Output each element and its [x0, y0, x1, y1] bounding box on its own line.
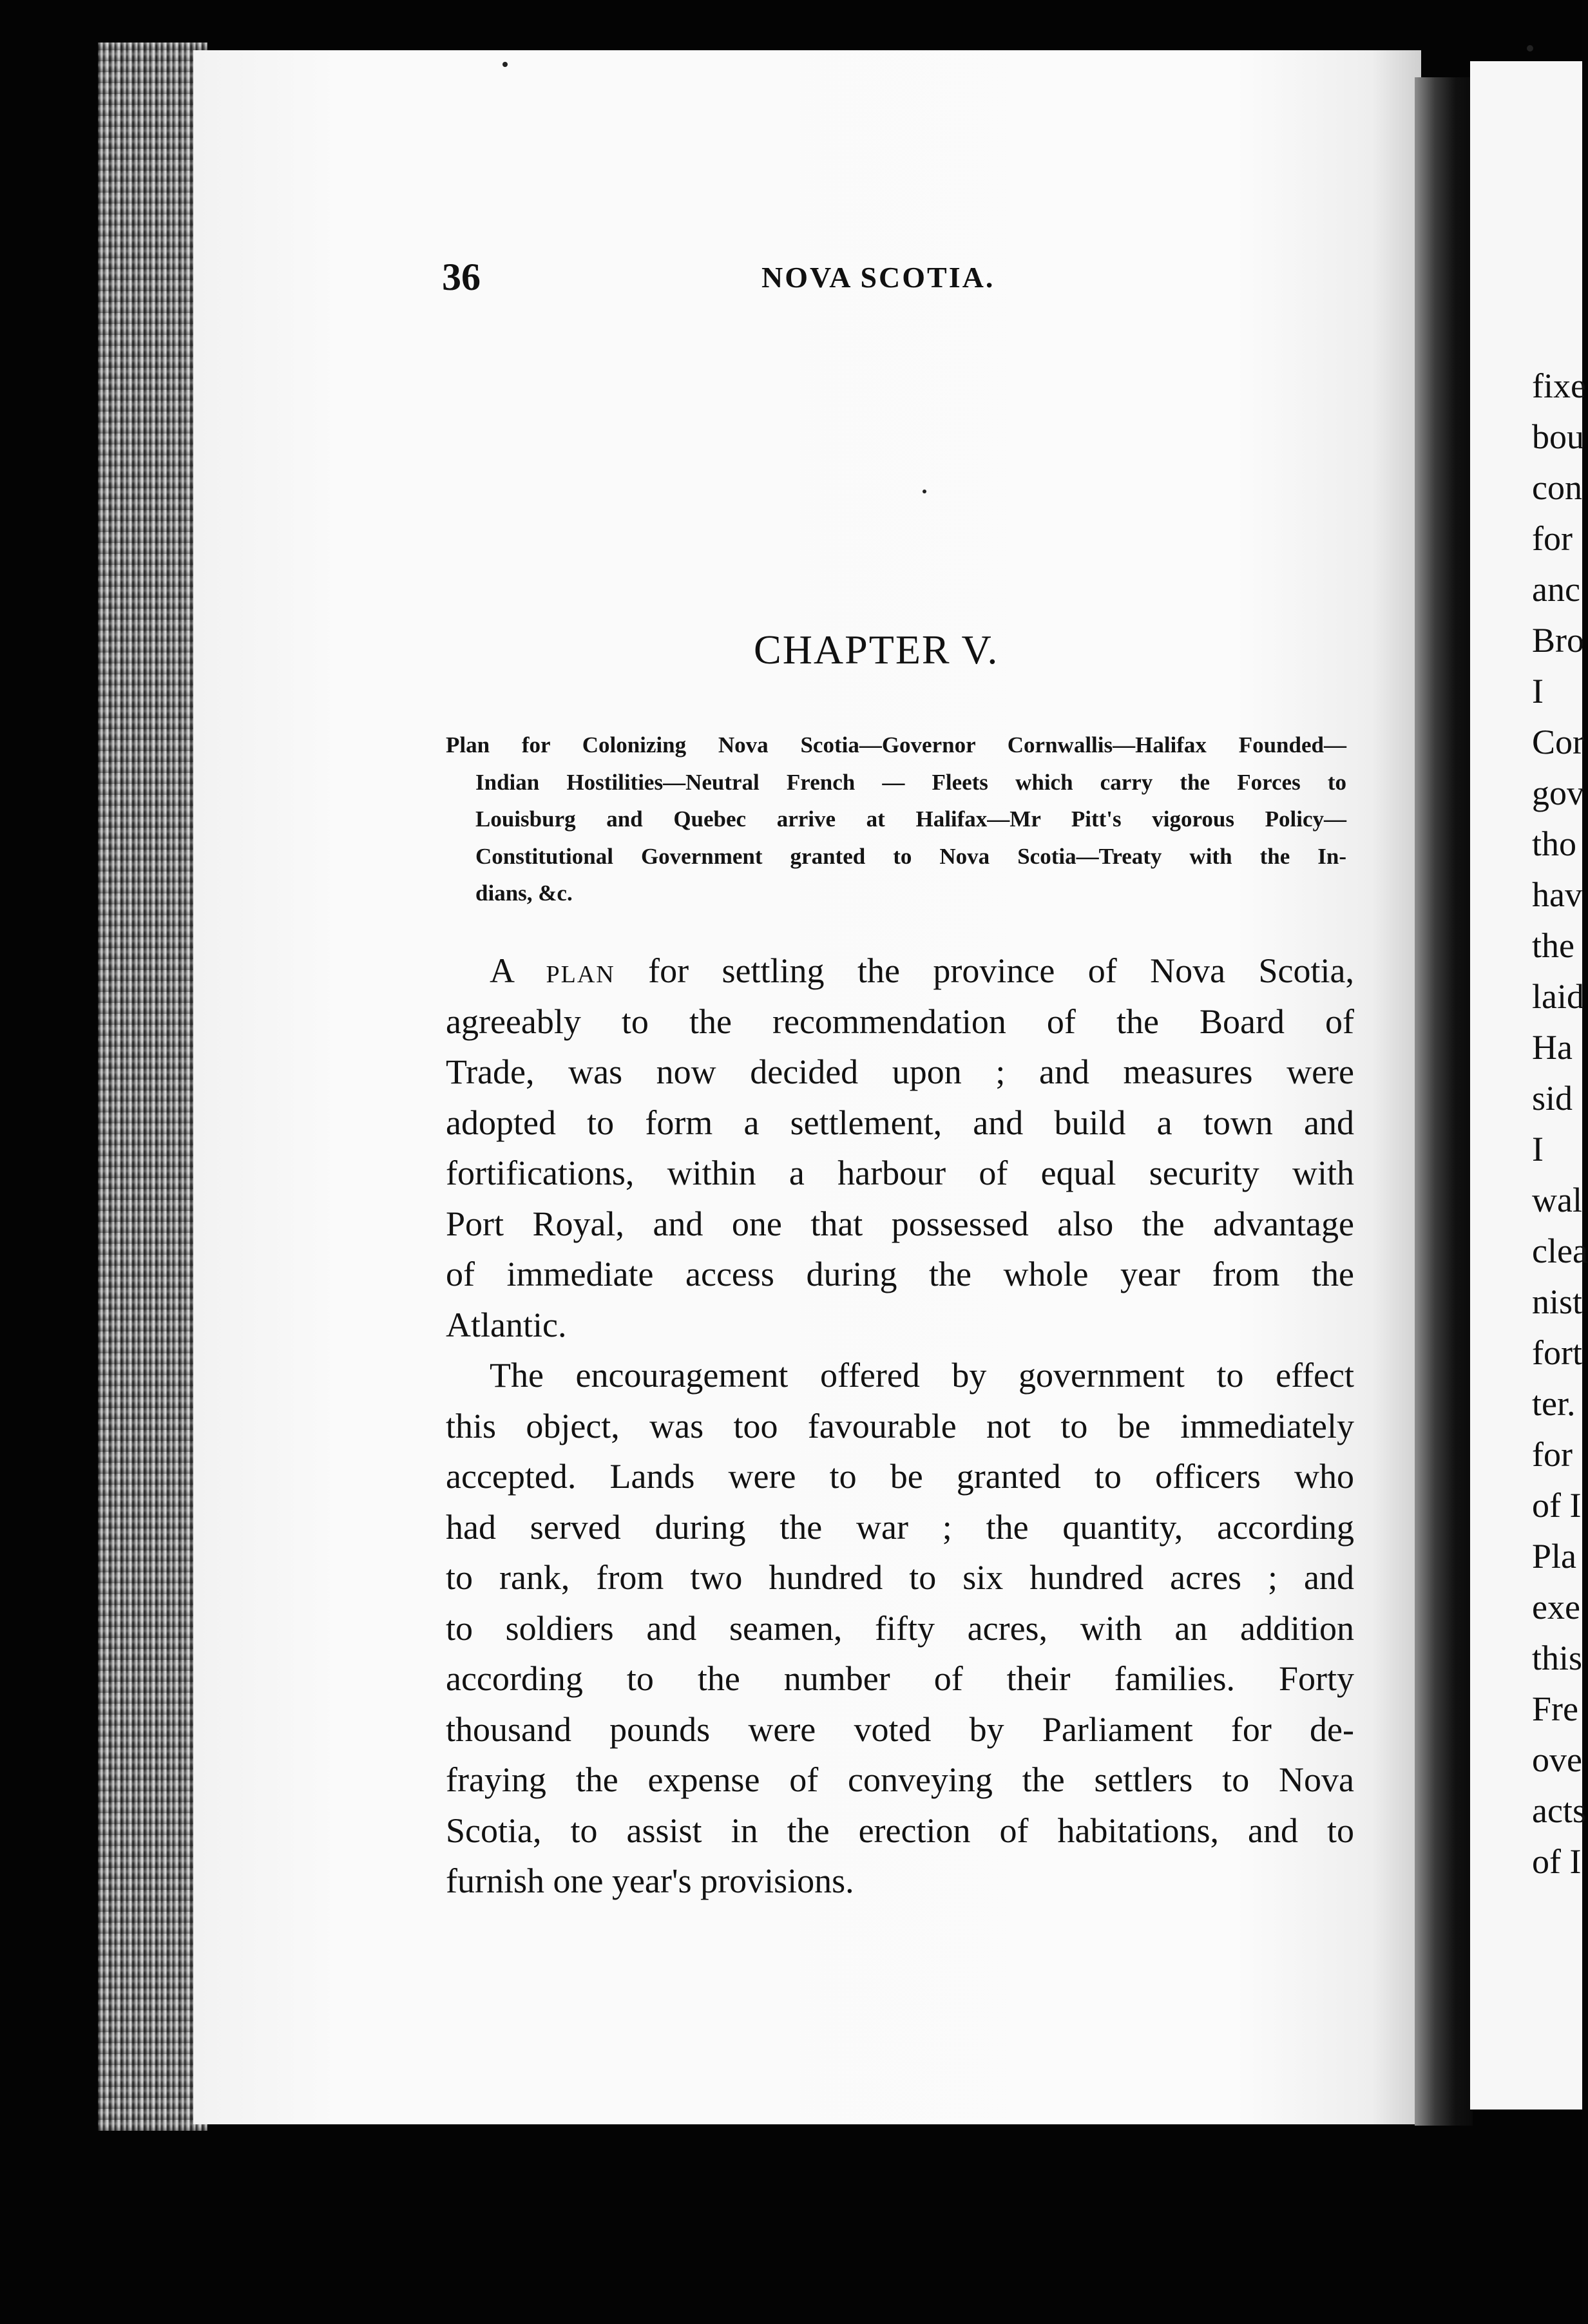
- facing-page-fragment: Fre: [1532, 1690, 1578, 1728]
- facing-page-fragment: gov: [1532, 774, 1584, 812]
- facing-page-fragment: fixe: [1532, 367, 1586, 405]
- facing-page-fragment: for: [1532, 1435, 1573, 1474]
- lead-letter: A: [490, 951, 513, 990]
- page-number: 36: [442, 256, 481, 298]
- facing-page-fragment: sid: [1532, 1079, 1573, 1118]
- paragraph-2-line: to rank, from two hundred to six hundred acres ; and: [446, 1558, 1354, 1597]
- paragraph-2-line: this object, was too favourable not to be immediately: [446, 1406, 1354, 1445]
- scan-speck: [1527, 45, 1533, 52]
- facing-page-fragment: I: [1532, 1130, 1544, 1168]
- chapter-title: CHAPTER V.: [754, 627, 999, 672]
- facing-page-fragment: acts: [1532, 1791, 1586, 1830]
- facing-page-fragment: bou: [1532, 417, 1584, 456]
- facing-page-fragment: Bro: [1532, 621, 1584, 660]
- synopsis-line: Constitutional Government granted to Nova Scotia—Treaty with the In-: [475, 843, 1346, 869]
- running-title: NOVA SCOTIA.: [761, 261, 995, 294]
- facing-page-fragment: I: [1532, 672, 1544, 710]
- facing-page-fragment: ter.: [1532, 1384, 1576, 1423]
- paragraph-1-line: [446, 946, 1354, 996]
- lead-smallcaps: plan: [546, 951, 615, 990]
- synopsis-line: Indian Hostilities—Neutral French — Fleets which carry the Forces to: [475, 769, 1346, 795]
- body-text: [446, 946, 1354, 1907]
- paragraph-1-line: Port Royal, and one that possessed also the advantage: [446, 1204, 1354, 1243]
- paragraph-2-line: The encouragement offered by government to effect: [490, 1356, 1354, 1395]
- facing-page-fragment: for: [1532, 519, 1573, 558]
- facing-page-fragment: clea: [1532, 1232, 1588, 1270]
- paragraph-1-line: of immediate access during the whole year from the: [446, 1255, 1354, 1293]
- paragraph-2-line: Scotia, to assist in the erection of habitations, and to: [446, 1811, 1354, 1850]
- scan-speck: [923, 490, 926, 493]
- facing-page-fragment: tho: [1532, 824, 1577, 863]
- paragraph-2-line: thousand pounds were voted by Parliament for de-: [446, 1710, 1354, 1749]
- page-block-edge: [98, 43, 207, 2131]
- paragraph-1-line: Trade, was now decided upon ; and measures were: [446, 1052, 1354, 1091]
- facing-page-fragment: hav: [1532, 875, 1582, 914]
- paragraph-2-line: to soldiers and seamen, fifty acres, with an addition: [446, 1608, 1354, 1648]
- facing-page-fragment: wal: [1532, 1181, 1582, 1219]
- synopsis-line: Louisburg and Quebec arrive at Halifax—Mr Pitt's vigorous Policy—: [475, 806, 1346, 832]
- facing-page-fragment: con: [1532, 468, 1582, 507]
- facing-page-fragment: laid: [1532, 977, 1584, 1016]
- facing-page-fragment: of I: [1532, 1842, 1582, 1881]
- facing-page-fragment: ove: [1532, 1740, 1582, 1779]
- synopsis-line: Plan for Colonizing Nova Scotia—Governor Cornwallis—Halifax Founded—: [446, 732, 1346, 757]
- paragraph-2-line: furnish one year's provisions.: [446, 1862, 854, 1900]
- scan-speck: [502, 62, 508, 67]
- facing-page-fragment: the: [1532, 926, 1574, 965]
- chapter-synopsis: [446, 727, 1346, 912]
- paragraph-2-line: had served during the war ; the quantity, according: [446, 1507, 1354, 1547]
- running-head: [442, 255, 1370, 300]
- paragraph-1-line: agreeably to the recommendation of the Board of: [446, 1002, 1354, 1041]
- facing-page-fragment: nist: [1532, 1282, 1583, 1321]
- paragraph-1-line: Atlantic.: [446, 1305, 567, 1344]
- facing-page-fragment: Cor: [1532, 723, 1584, 761]
- paragraph-1-line: fortifications, within a harbour of equal security with: [446, 1154, 1354, 1192]
- lead-rest: for settling the province of Nova Scotia,: [615, 951, 1354, 990]
- gutter-shadow: [1415, 77, 1473, 2126]
- facing-page-fragment: anc: [1532, 570, 1580, 609]
- paragraph-1-line: adopted to form a settlement, and build a town and: [446, 1103, 1354, 1142]
- synopsis-line: dians, &c.: [475, 881, 573, 906]
- facing-page-text: [1532, 361, 1588, 1887]
- facing-page-fragment: fort: [1532, 1333, 1582, 1372]
- paragraph-2-line: according to the number of their families. Forty: [446, 1659, 1354, 1698]
- facing-page-fragment: of I: [1532, 1486, 1582, 1525]
- paragraph-2-line: accepted. Lands were to be granted to officers who: [446, 1457, 1354, 1496]
- paragraph-2-line: fraying the expense of conveying the settlers to Nova: [446, 1760, 1354, 1799]
- facing-page-fragment: this: [1532, 1639, 1583, 1677]
- facing-page-fragment: exe: [1532, 1588, 1580, 1626]
- facing-page-fragment: Pla: [1532, 1537, 1577, 1576]
- facing-page-fragment: Ha: [1532, 1028, 1573, 1067]
